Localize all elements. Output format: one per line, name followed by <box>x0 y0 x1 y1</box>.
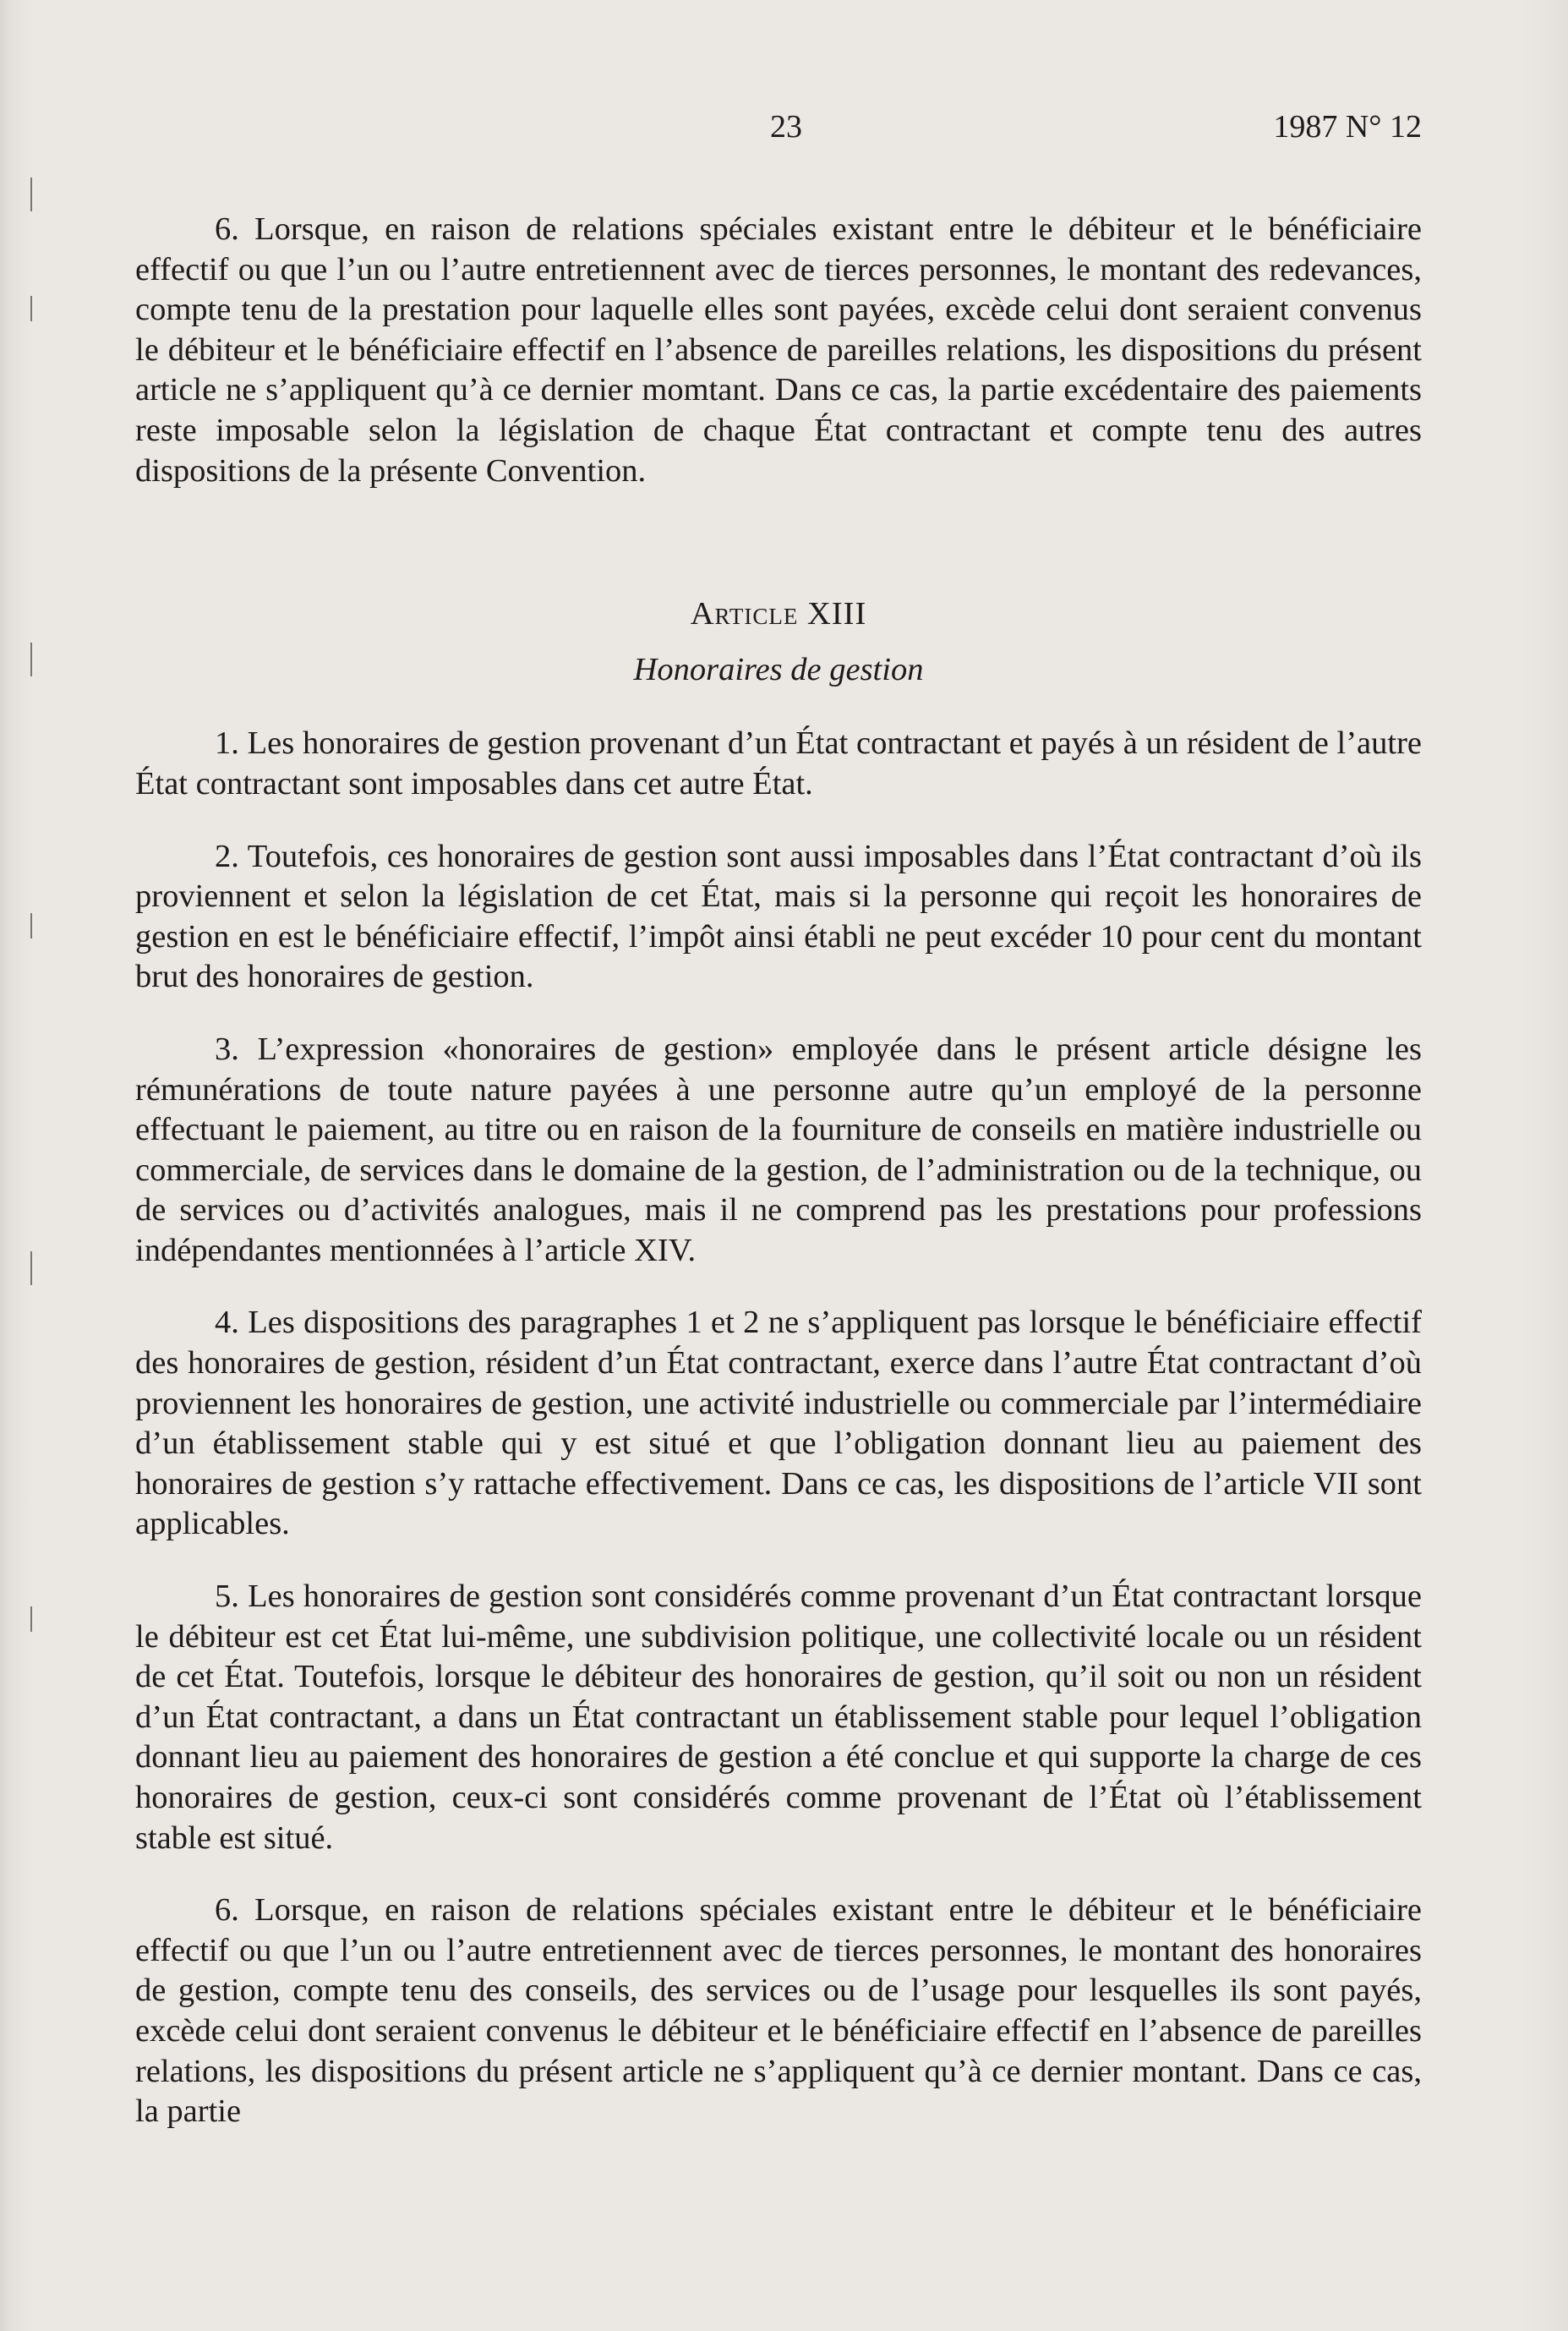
page-header <box>135 108 1422 150</box>
page-number: 23 <box>770 109 802 145</box>
paragraph-1: 1. Les honoraires de gestion provenant d’un État contractant et payés à un résident de l’autre État contractant sont imposables dans cet autre État. <box>135 725 1422 802</box>
paragraph-2: 2. Toutefois, ces honoraires de gestion sont aussi imposables dans l’État contractant d’où ils proviennent et selon la législation de cet État, mais si la personne qui reçoit les honoraires de gestion en est le bénéficiaire effectif, l’impôt ainsi établi ne peut excéder 10 pour cent du montant brut des honoraires de gestion. <box>135 838 1422 995</box>
paragraph-5: 5. Les honoraires de gestion sont considérés comme provenant d’un État contractant lorsque le débiteur est cet État lui-même, une subdivision politique, une collectivité locale ou un résident de cet État. Toutefois, lorsque le débiteur des honoraires de gestion, qu’il soit ou non un résident d’un État contractant, a dans un État contractant un établissement stable pour lequel l’obligation donnant lieu au paiement des honoraires de gestion a été conclue et qui supporte la charge de ces honoraires de gestion, ceux-ci sont considérés comme provenant de l’État où l’établissement stable est situé. <box>135 1579 1422 1856</box>
paragraph-previous-article-6: 6. Lorsque, en raison de relations spéciales existant entre le débiteur et le bénéficiaire effectif ou que l’un ou l’autre entretiennent avec de tierces personnes, le montant des redevances, compte tenu de la prestation pour laquelle elles sont payées, excède celui dont seraient convenus le débiteur et le bénéficiaire effectif en l’absence de pareilles relations, les dispositions du présent article ne s’appliquent qu’à ce dernier momtant. Dans ce cas, la partie excédentaire des paiements reste imposable selon la législation de chaque État contractant et compte tenu des autres dispositions de la présente Convention. <box>135 211 1422 489</box>
article-subheading: Honoraires de gestion <box>633 651 924 687</box>
gazette-reference: 1987 N° 12 <box>1273 109 1422 145</box>
paragraph-4: 4. Les dispositions des paragraphes 1 et 2 ne s’appliquent pas lorsque le bénéficiaire effectif des honoraires de gestion, résident d’un État contractant, exerce dans l’autre État contractant d’où proviennent les honoraires de gestion, une activité industrielle ou commerciale par l’intermédiaire d’un établissement stable qui y est situé et que l’obligation donnant lieu au paiement des honoraires de gestion s’y rattache effectivement. Dans ce cas, les dispositions de l’article VII sont applicables. <box>135 1305 1422 1542</box>
paragraph-3: 3. L’expression «honoraires de gestion» employée dans le présent article désigne les rémunérations de toute nature payées à une personne autre qu’un employé de la personne effectuant le paiement, au titre ou en raison de la fourniture de conseils en matière industrielle ou commerciale, de services dans le domaine de la gestion, de l’administration ou de la technique, ou de services ou d’activités analogues, mais il ne comprend pas les prestations pour professions indépendantes mentionnées à l’article XIV. <box>135 1031 1422 1268</box>
article-heading: Article XIII <box>690 596 867 632</box>
document-body <box>135 210 1422 2132</box>
margin-marks <box>30 169 34 1860</box>
paragraph-6: 6. Lorsque, en raison de relations spéciales existant entre le débiteur et le bénéficiaire effectif ou que l’un ou l’autre entretiennent avec de tierces personnes, le montant des honoraires de gestion, compte tenu des conseils, des services ou de l’usage pour lesquelles ils sont payés, excède celui dont seraient convenus le débiteur et le bénéficiaire effectif en l’absence de pareilles relations, les dispositions du présent article ne s’appliquent qu’à ce dernier montant. Dans ce cas, la partie <box>135 1892 1422 2130</box>
